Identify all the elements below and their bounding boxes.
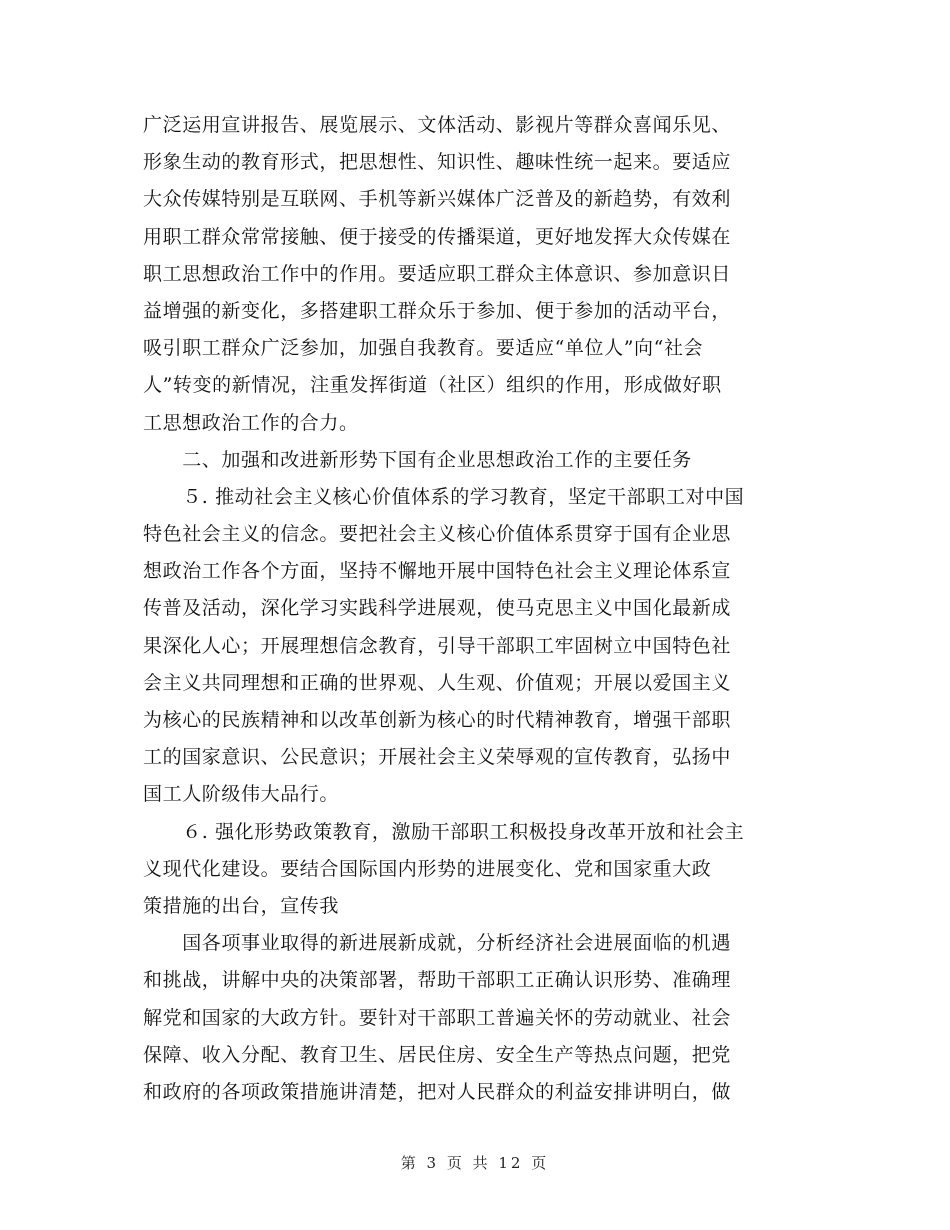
text-line: 形象生动的教育形式，把思想性、知识性、趣味性统一起来。要适应: [143, 151, 732, 174]
text-line: 和政府的各项政策措施讲清楚，把对人民群众的利益安排讲明白，做: [143, 1080, 732, 1103]
text-line: ６. 强化形势政策教育，激励干部职工积极投身改革开放和社会主: [143, 820, 745, 843]
text-line: 国各项事业取得的新进展新成就，分析经济社会进展面临的机遇: [143, 932, 732, 955]
text-line: 和挑战，讲解中央的决策部署，帮助干部职工正确认识形势、准确理: [143, 969, 732, 992]
text-line: 义现代化建设。要结合国际国内形势的进展变化、党和国家重大政: [143, 857, 712, 880]
text-line: 工思想政治工作的合力。: [143, 411, 359, 434]
text-line: ５. 推动社会主义核心价值体系的学习教育，坚定干部职工对中国: [143, 485, 745, 508]
text-line: 吸引职工群众广泛参加，加强自我教育。要适应“单位人”向“社会: [143, 337, 704, 360]
text-line: 工的国家意识、公民意识；开展社会主义荣辱观的宣传教育，弘扬中: [143, 746, 732, 769]
text-line: 人”转变的新情况，注重发挥街道（社区）组织的作用，形成做好职: [143, 374, 722, 397]
text-line: 传普及活动，深化学习实践科学进展观，使马克思主义中国化最新成: [143, 597, 732, 620]
text-line: 果深化人心；开展理想信念教育，引导干部职工牢固树立中国特色社: [143, 634, 732, 657]
text-line: 职工思想政治工作中的作用。要适应职工群众主体意识、参加意识日: [143, 262, 732, 285]
text-line: 益增强的新变化，多搭建职工群众乐于参加、便于参加的活动平台，: [143, 299, 732, 322]
text-line: 为核心的民族精神和以改革创新为核心的时代精神教育，增强干部职: [143, 709, 732, 731]
text-line: 大众传媒特别是互联网、手机等新兴媒体广泛普及的新趋势，有效利: [143, 188, 732, 211]
text-line: 想政治工作各个方面，坚持不懈地开展中国特色社会主义理论体系宣: [143, 560, 732, 583]
text-line: 保障、收入分配、教育卫生、居民住房、安全生产等热点问题，把党: [143, 1043, 732, 1066]
section-heading: 二、加强和改进新形势下国有企业思想政治工作的主要任务: [143, 448, 692, 471]
text-line: 策措施的出台，宣传我: [143, 894, 340, 917]
document-body: [143, 107, 803, 1111]
text-line: 广泛运用宣讲报告、展览展示、文体活动、影视片等群众喜闻乐见、: [143, 114, 732, 136]
text-line: 用职工群众常常接触、便于接受的传播渠道，更好地发挥大众传媒在: [143, 225, 732, 248]
text-line: 特色社会主义的信念。要把社会主义核心价值体系贯穿于国有企业思: [143, 523, 732, 546]
text-line: 解党和国家的大政方针。要针对干部职工普遍关怀的劳动就业、社会: [143, 1006, 732, 1029]
text-line: 会主义共同理想和正确的世界观、人生观、价值观；开展以爱国主义: [143, 671, 732, 694]
text-line: 国工人阶级伟大品行。: [143, 783, 340, 806]
page-number-footer: 第 3 页 共 12 页: [400, 1154, 550, 1172]
